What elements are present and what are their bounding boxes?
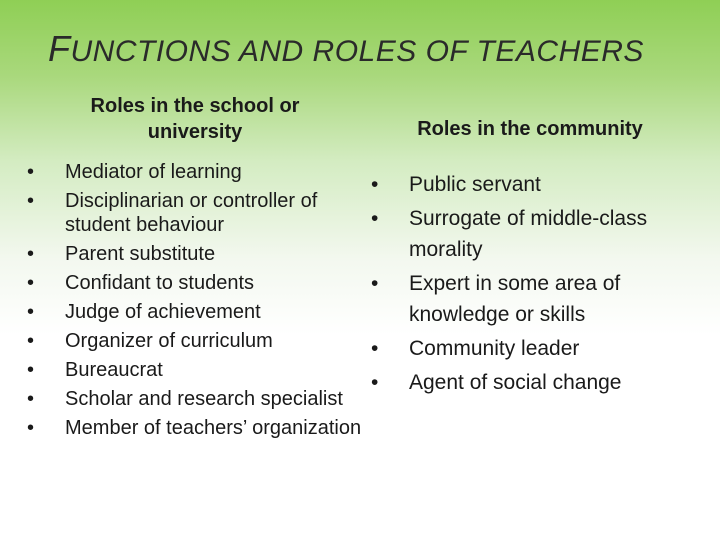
community-roles-list bbox=[362, 169, 702, 401]
list-item: • Public servant bbox=[362, 169, 702, 200]
list-item: • Surrogate of middle-class morality bbox=[362, 203, 702, 265]
title-rest: UNCTIONS AND ROLES OF TEACHERS bbox=[70, 35, 644, 68]
page-title bbox=[48, 28, 644, 70]
school-roles-heading: Roles in the school or university bbox=[90, 95, 300, 143]
community-roles-heading: Roles in the community bbox=[417, 118, 643, 140]
list-item: • Expert in some area of knowledge or skills bbox=[362, 268, 702, 330]
title-initial: F bbox=[48, 28, 71, 69]
list-item: • Disciplinarian or controller of student behaviour bbox=[18, 189, 363, 237]
list-item: • Agent of social change bbox=[362, 367, 702, 398]
list-item: • Community leader bbox=[362, 333, 702, 364]
list-item: • Bureaucrat bbox=[18, 358, 363, 382]
list-item: • Scholar and research specialist bbox=[18, 387, 363, 411]
list-item: • Member of teachers’ organization bbox=[18, 416, 363, 440]
list-item: • Confidant to students bbox=[18, 271, 363, 295]
list-item: • Parent substitute bbox=[18, 242, 363, 266]
school-roles-list bbox=[18, 160, 363, 445]
list-item: • Mediator of learning bbox=[18, 160, 363, 184]
list-item: • Judge of achievement bbox=[18, 300, 363, 324]
list-item: • Organizer of curriculum bbox=[18, 329, 363, 353]
